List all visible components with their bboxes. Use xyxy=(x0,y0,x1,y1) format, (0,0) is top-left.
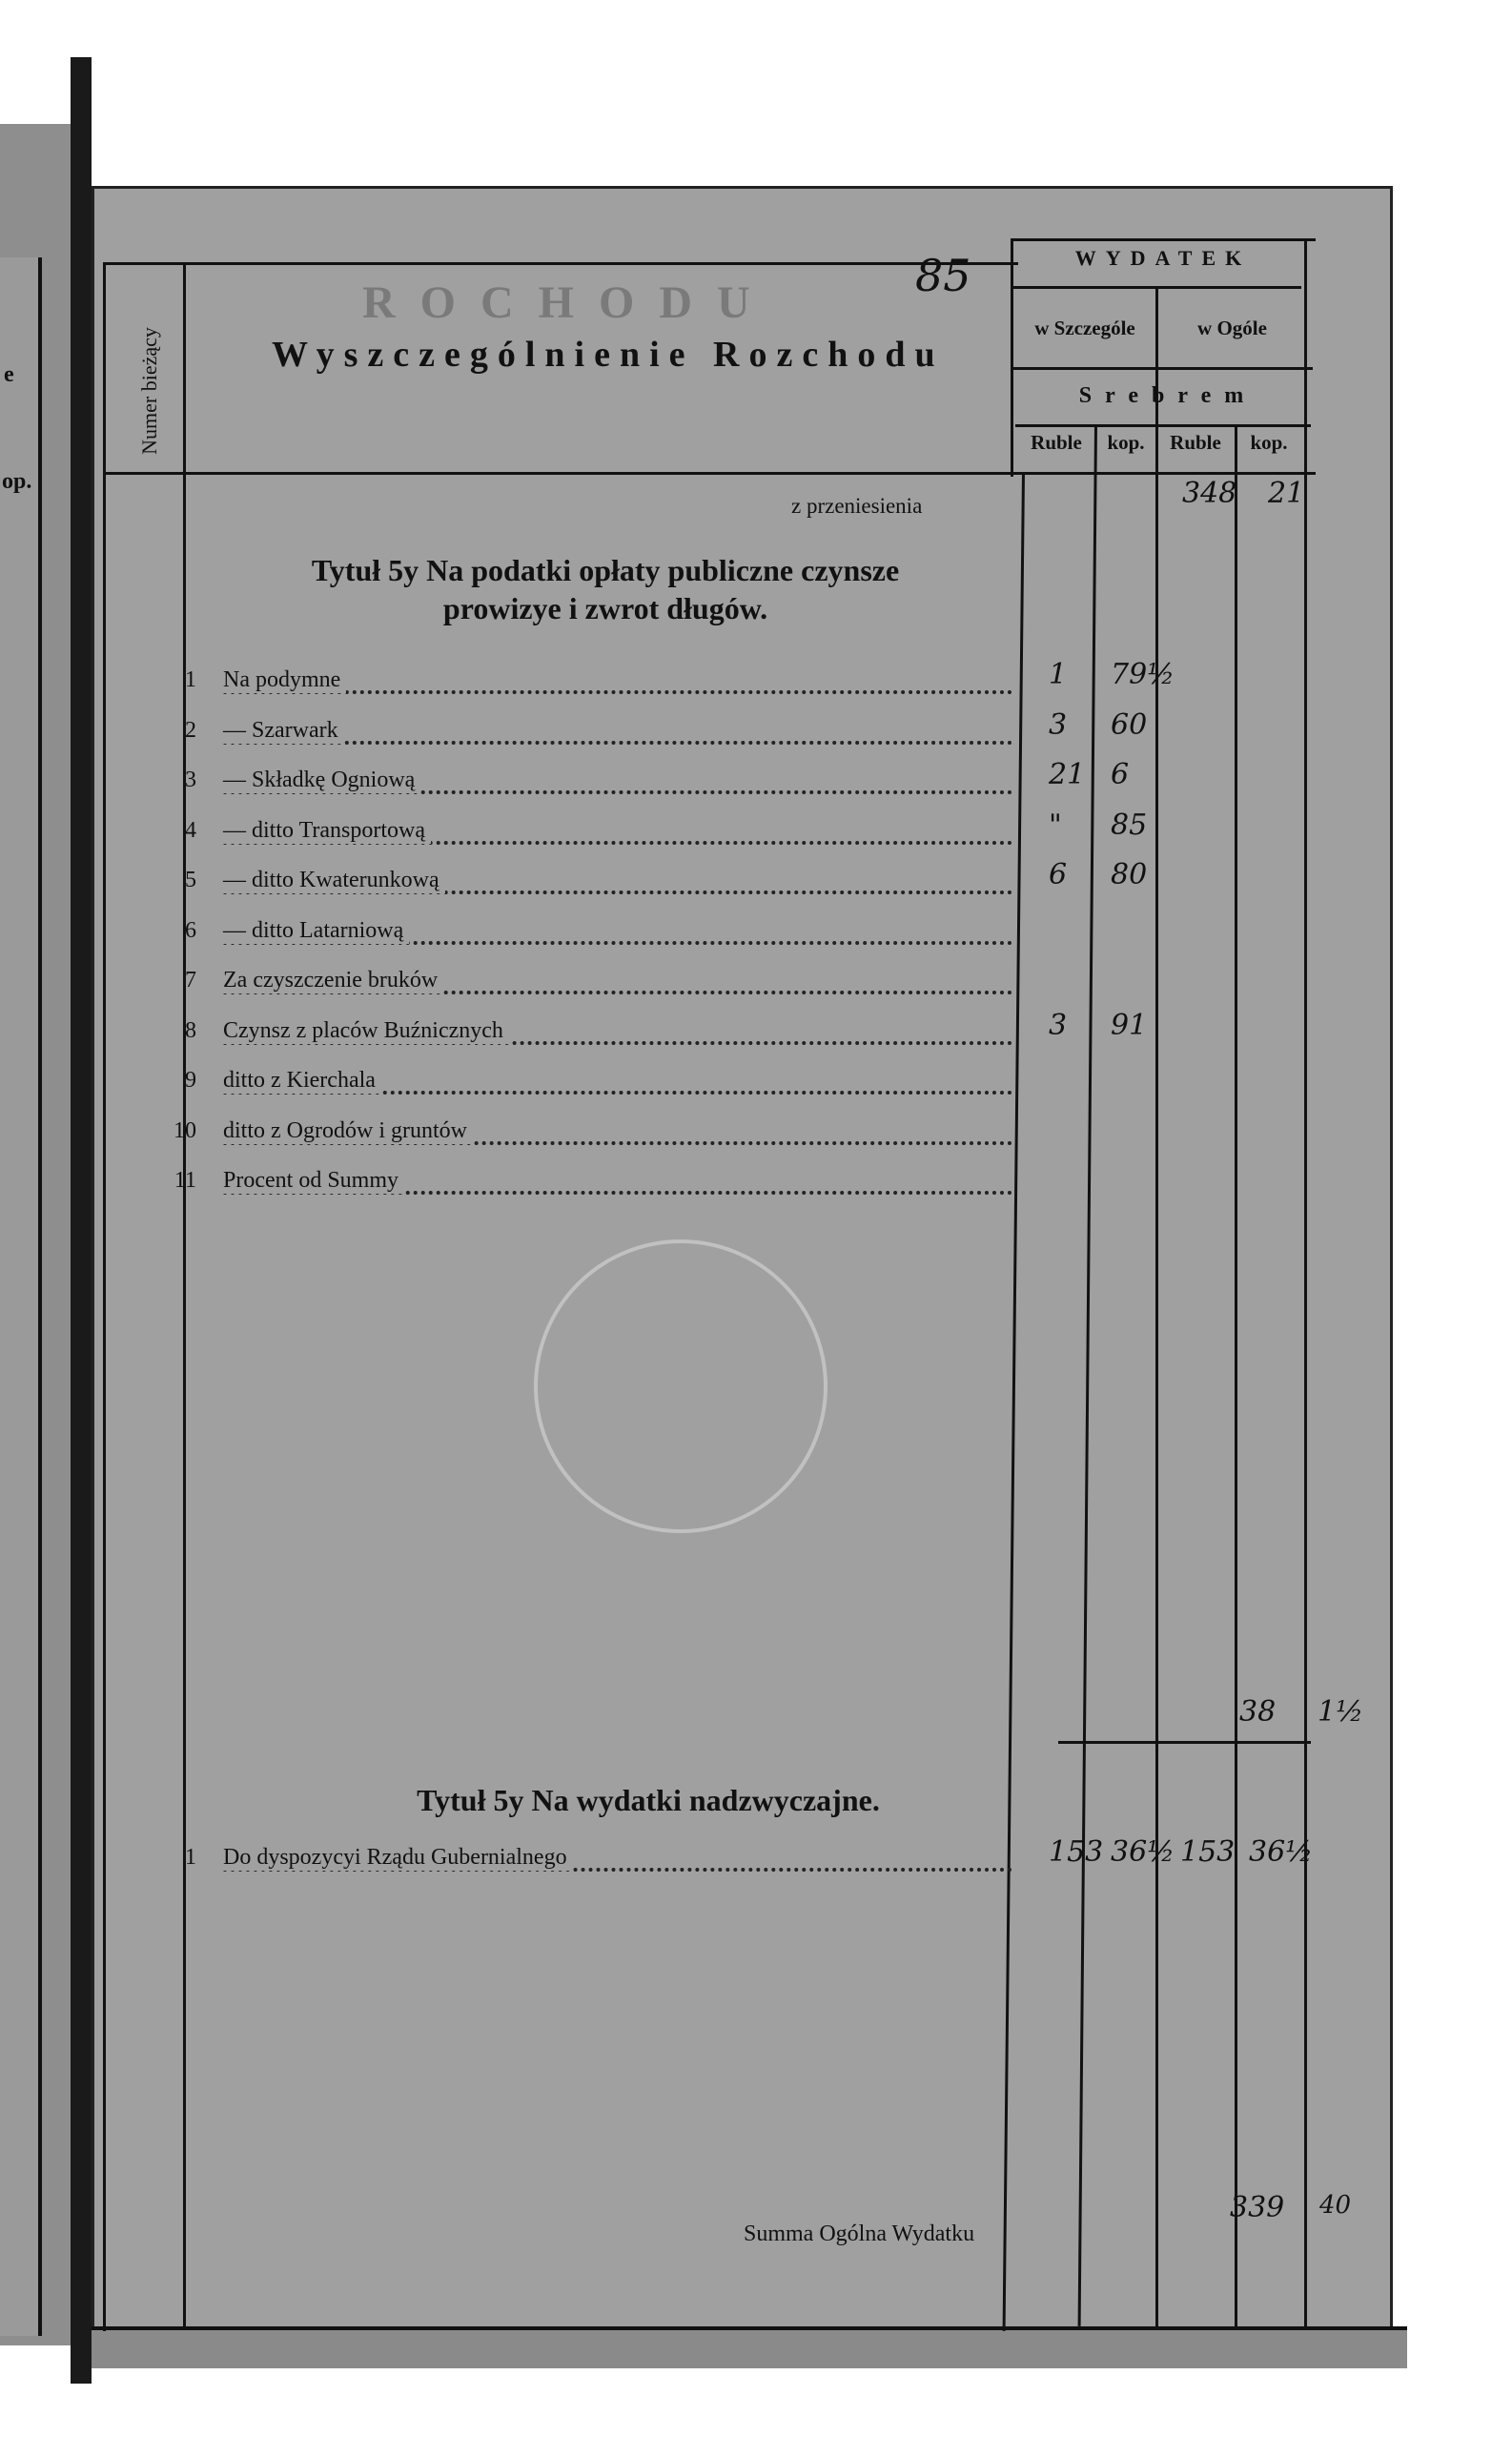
wydatek-header: WYDATEK xyxy=(1074,246,1252,270)
row-number: 11 xyxy=(174,1168,196,1193)
row-number: 6 xyxy=(185,917,196,943)
section1-total-kop: 1½ xyxy=(1318,1695,1364,1729)
ruble-header: Ruble xyxy=(1031,431,1082,454)
table-row xyxy=(164,868,1012,908)
row-label: ditto z Ogrodów i gruntów xyxy=(223,1118,473,1144)
row-number: 3 xyxy=(185,768,196,792)
ogole-kop-line xyxy=(1235,424,1237,2326)
row-number: 1 xyxy=(185,667,196,692)
header-top-line xyxy=(103,262,1018,265)
table-row xyxy=(164,1168,1012,1208)
table-row xyxy=(164,1118,1012,1158)
row-number: 1 xyxy=(185,1845,196,1870)
summa-ruble: 339 xyxy=(1230,2191,1285,2224)
row-kop-value: 36½ xyxy=(1111,1835,1175,1869)
number-column-header: Numer bieżący xyxy=(137,327,162,455)
row-kop-value: 80 xyxy=(1111,858,1148,891)
section1-total-ruble: 38 xyxy=(1239,1695,1277,1729)
w-ogole-header: w Ogóle xyxy=(1197,317,1267,339)
section1-title-line1: Tytuł 5y Na podatki opłaty publiczne czynsze xyxy=(311,553,900,587)
row-label: Do dyspozycyi Rządu Gubernialnego xyxy=(223,1845,573,1871)
ruble-header: Ruble xyxy=(1170,431,1221,454)
row-number: 8 xyxy=(185,1017,196,1043)
table-row xyxy=(164,968,1012,1008)
faded-stamp xyxy=(534,1239,828,1533)
row-number: 10 xyxy=(174,1117,196,1143)
row-label: ditto z Kierchala xyxy=(223,1068,381,1094)
table-row xyxy=(164,768,1012,808)
section1-title-line2: prowizye i zwrot długów. xyxy=(442,591,768,625)
row-label: — ditto Kwaterunkową xyxy=(223,868,445,893)
table-title: Wyszczególnienie Rozchodu xyxy=(272,335,945,375)
right-border xyxy=(1304,238,1307,2326)
section2-title: Tytuł 5y Na wydatki nadzwyczajne. xyxy=(417,1783,880,1817)
row-kop-value: 60 xyxy=(1111,707,1148,742)
row-label: Czynsz z placów Buźnicznych xyxy=(223,1018,509,1044)
row-kop-value: 79½ xyxy=(1111,658,1175,691)
page-number: 85 xyxy=(915,250,971,301)
row-ruble-value: 3 xyxy=(1049,1008,1068,1042)
row-number: 4 xyxy=(185,817,196,843)
row-label: — ditto Transportową xyxy=(223,818,431,844)
row-label: — Szarwark xyxy=(223,718,344,744)
sheet-bottom-edge xyxy=(92,2326,1407,2368)
row-number: 7 xyxy=(185,968,196,993)
row-ruble-value: 153 xyxy=(1049,1835,1104,1869)
section1-total-line xyxy=(1058,1741,1311,1744)
previous-page-fragment: e xyxy=(4,362,14,387)
row-label: — ditto Latarniową xyxy=(223,918,409,944)
row-ogole-ruble-value: 153 xyxy=(1180,1835,1236,1869)
table-row xyxy=(164,718,1012,758)
row-kop-value: 6 xyxy=(1111,758,1130,791)
kop-header: kop. xyxy=(1250,431,1288,454)
w-szczegole-header: w Szczególe xyxy=(1034,317,1135,339)
table-row xyxy=(164,667,1012,707)
carry-ogole-kop: 21 xyxy=(1268,477,1305,510)
previous-page-fragment: op. xyxy=(2,469,32,494)
wydatek-top-line xyxy=(1011,238,1316,241)
faint-heading: ROCHODU xyxy=(362,277,775,328)
table-row xyxy=(164,1018,1012,1058)
row-number: 5 xyxy=(185,868,196,892)
table-row xyxy=(164,918,1012,958)
srebrem-under-line xyxy=(1015,424,1311,427)
summa-kop: 40 xyxy=(1319,2191,1352,2220)
row-ruble-value: 21 xyxy=(1049,758,1086,791)
carry-forward-label: z przeniesienia xyxy=(791,494,923,518)
row-label: — Składkę Ogniową xyxy=(223,768,420,793)
carry-ogole-ruble: 348 xyxy=(1182,477,1237,510)
srebrem-header: Srebrem xyxy=(1078,383,1257,408)
row-ruble-value: " xyxy=(1049,808,1062,842)
ogole-divider-line xyxy=(1155,286,1158,2326)
row-ruble-value: 3 xyxy=(1049,707,1068,742)
row-label: Za czyszczenie bruków xyxy=(223,968,443,993)
row-ruble-value: 1 xyxy=(1049,658,1068,691)
header-bottom-line xyxy=(103,472,1316,475)
previous-page-strip xyxy=(0,257,42,2336)
left-border xyxy=(103,262,106,2331)
row-label: Na podymne xyxy=(223,667,346,693)
row-number: 9 xyxy=(185,1068,196,1093)
table-row xyxy=(164,1845,1012,1885)
row-kop-value: 91 xyxy=(1111,1008,1148,1042)
book-gutter xyxy=(71,57,92,2384)
table-row xyxy=(164,1068,1012,1108)
row-number: 2 xyxy=(185,717,196,743)
kop-header: kop. xyxy=(1107,431,1145,454)
table-row xyxy=(164,818,1012,858)
row-kop-value: 85 xyxy=(1111,808,1148,842)
row-ogole-kop-value: 36½ xyxy=(1249,1835,1314,1869)
number-col-line xyxy=(183,262,186,2326)
subhead-line xyxy=(1012,367,1313,370)
summa-label: Summa Ogólna Wydatku xyxy=(744,2222,975,2246)
row-label: Procent od Summy xyxy=(223,1168,404,1194)
row-ruble-value: 6 xyxy=(1049,858,1068,891)
